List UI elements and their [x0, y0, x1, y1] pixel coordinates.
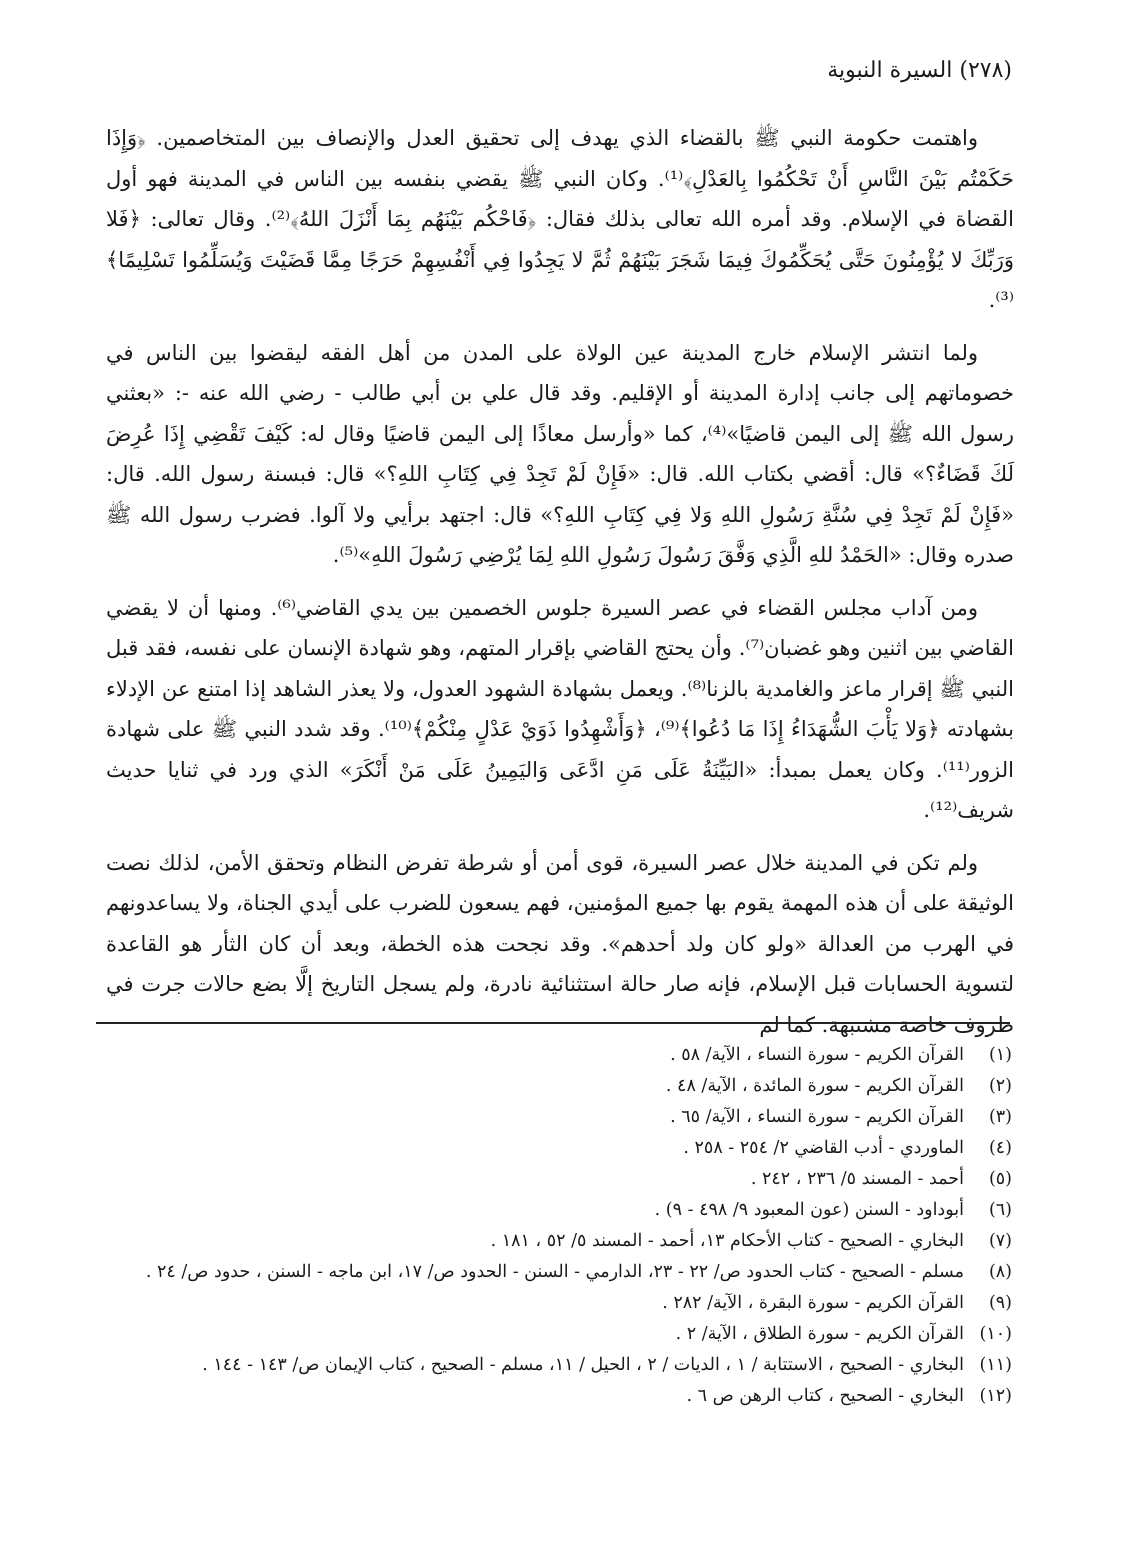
- paragraph: ومن آداب مجلس القضاء في عصر السيرة جلوس الخصمين بين يدي القاضي⁽⁶⁾. ومنها أن لا يقضي القاضي بين اثنين وهو غضبان⁽⁷⁾. وأن يحتج القاضي بإقرار المتهم، وهو شهادة الإنسان على نفسه، فقد قبل النبي ﷺ إقرار ماعز والغامدية بالزنا⁽⁸⁾. ويعمل بشهادة الشهود العدول، ولا يعذر الشاهد إذا امتنع عن الإدلاء بشهادته ﴿وَلا يَأْبَ الشُّهَدَاءُ إِذَا مَا دُعُوا﴾⁽⁹⁾، ﴿وَأَشْهِدُوا ذَوَيْ عَدْلٍ مِنْكُمْ﴾⁽¹⁰⁾. وقد شدد النبي ﷺ على شهادة الزور⁽¹¹⁾. وكان يعمل بمبدأ: «البَيِّنَةُ عَلَى مَنِ ادَّعَى وَاليَمِينُ عَلَى مَنْ أَنْكَرَ» الذي ورد في ثنايا حديث شريف⁽¹²⁾.: [106, 595, 1015, 822]
- footnote-text: البخاري - الصحيح - كتاب الأحكام ١٣، أحمد - المسند ٥/ ٥٢ ، ١٨١ .: [490, 1231, 964, 1251]
- footnote-text: مسلم - الصحيح - كتاب الحدود ص/ ٢٢ - ٢٣، الدارمي - السنن - الحدود ص/ ١٧، ابن ماجه - السنن ، حدود ص/ ٢٤ .: [145, 1262, 964, 1282]
- footnote: [112, 1350, 1012, 1381]
- footnote-text: القرآن الكريم - سورة الطلاق ، الآية/ ٢ .: [675, 1324, 964, 1344]
- footnote-number: (١): [988, 1045, 1012, 1065]
- footnote-text: أحمد - المسند ٥/ ٢٣٦ ، ٢٤٢ .: [750, 1169, 964, 1189]
- footnote: [112, 1195, 1012, 1226]
- footnote-number: (٢): [988, 1076, 1012, 1096]
- footnote-text: القرآن الكريم - سورة المائدة ، الآية/ ٤٨ .: [665, 1076, 964, 1096]
- footnote-text: أبوداود - السنن (عون المعبود ٩/ ٤٩٨ - ٩) .: [654, 1200, 964, 1220]
- footnote: [112, 1164, 1012, 1195]
- footnote: [112, 1040, 1012, 1071]
- footnote-text: البخاري - الصحيح ، كتاب الرهن ص ٦ .: [686, 1386, 964, 1406]
- footnote: [112, 1288, 1012, 1319]
- footnote-number: (١١): [979, 1355, 1012, 1375]
- footnote-number: (٥): [988, 1169, 1012, 1189]
- footnote-number: (٦): [988, 1200, 1012, 1220]
- footnote-number: (٣): [988, 1107, 1012, 1127]
- footnote: [112, 1133, 1012, 1164]
- footnote-number: (٤): [988, 1138, 1012, 1158]
- footnote-number: (٨): [988, 1262, 1012, 1282]
- page-number: (٢٧٨): [959, 58, 1012, 83]
- paragraph: ولما انتشر الإسلام خارج المدينة عين الولاة على المدن من أهل الفقه ليقضوا بين الناس في خصوماتهم إلى جانب إدارة المدينة أو الإقليم. وقد قال علي بن أبي طالب - رضي الله عنه -: «بعثني رسول الله ﷺ إلى اليمن قاضيًا»⁽⁴⁾، كما «وأرسل معاذًا إلى اليمن قاضيًا وقال له: كَيْفَ تَقْضِي إِذَا عُرِضَ لَكَ قَضَاءٌ؟» قال: أقضي بكتاب الله. قال: «فَإِنْ لَمْ تَجِدْ فِي كِتَابِ اللهِ؟» قال: فبسنة رسول الله. قال: «فَإِنْ لَمْ تَجِدْ فِي سُنَّةِ رَسُولِ اللهِ وَلا فِي كِتَابِ اللهِ؟» قال: اجتهد برأيي ولا آلوا. فضرب رسول الله ﷺ صدره وقال: «الحَمْدُ للهِ الَّذِي وَفَّقَ رَسُولَ رَسُولِ اللهِ لِمَا يُرْضِي رَسُولَ اللهِ»⁽⁵⁾.: [106, 340, 1014, 567]
- footnote: [112, 1102, 1012, 1133]
- footnote-number: (١٢): [979, 1386, 1012, 1406]
- main-text: [106, 118, 1014, 1057]
- paragraph: ولم تكن في المدينة خلال عصر السيرة، قوى أمن أو شرطة تفرض النظام وتحقق الأمن، لذلك نصت الوثيقة على أن هذه المهمة يقوم بها جميع المؤمنين، فهم يسعون للضرب على أيدي الجناة، ولا يساعدونهم في الهرب من العدالة «ولو كان ولد أحدهم». وقد نجحت هذه الخطة، وبعد أن كان الثأر هو القاعدة لتسوية الحسابات قبل الإسلام، فإنه صار حالة استثنائية نادرة، ولم يسجل التاريخ إلَّا بضع حالات جرت في ظروف خاصة مشتبهة. كما لم: [106, 850, 1014, 1037]
- footnote-divider: [96, 1022, 1010, 1024]
- footnote: [112, 1226, 1012, 1257]
- footnote-text: القرآن الكريم - سورة البقرة ، الآية/ ٢٨٢ .: [662, 1293, 964, 1313]
- footnote-text: القرآن الكريم - سورة النساء ، الآية/ ٦٥ .: [670, 1107, 964, 1127]
- footnote: [112, 1319, 1012, 1350]
- footnote-number: (٧): [988, 1231, 1012, 1251]
- footnote: [112, 1381, 1012, 1412]
- footnote-number: (٩): [988, 1293, 1012, 1313]
- footnote-number: (١٠): [979, 1324, 1012, 1344]
- footnote-text: الماوردي - أدب القاضي ٢/ ٢٥٤ - ٢٥٨ .: [683, 1138, 964, 1158]
- running-title: السيرة النبوية: [827, 58, 953, 83]
- footnote-text: البخاري - الصحيح ، الاستتابة / ١ ، الديات / ٢ ، الحيل / ١١، مسلم - الصحيح ، كتاب الإيمان ص/ ١٤٣ - ١٤٤ .: [202, 1355, 964, 1375]
- footnote: [112, 1257, 1012, 1288]
- page-header: [827, 58, 1012, 83]
- footnote: [112, 1071, 1012, 1102]
- paragraph: واهتمت حكومة النبي ﷺ بالقضاء الذي يهدف إلى تحقيق العدل والإنصاف بين المتخاصمين. ﴿وَإِذَا حَكَمْتُم بَيْنَ النَّاسِ أَنْ تَحْكُمُوا بِالعَدْلِ﴾⁽¹⁾. وكان النبي ﷺ يقضي بنفسه بين الناس في المدينة فهو أول القضاة في الإسلام. وقد أمره الله تعالى بذلك فقال: ﴿فَاحْكُم بَيْنَهُم بِمَا أَنْزَلَ اللهُ﴾⁽²⁾. وقال تعالى: ﴿فَلا وَرَبِّكَ لا يُؤْمِنُونَ حَتَّى يُحَكِّمُوكَ فِيمَا شَجَرَ بَيْنَهُمْ ثُمَّ لا يَجِدُوا فِي أَنْفُسِهِمْ حَرَجًا مِمَّا قَضَيْتَ وَيُسَلِّمُوا تَسْلِيمًا﴾⁽³⁾.: [106, 126, 1014, 312]
- footnote-text: القرآن الكريم - سورة النساء ، الآية/ ٥٨ .: [670, 1045, 964, 1065]
- footnotes: [112, 1040, 1012, 1412]
